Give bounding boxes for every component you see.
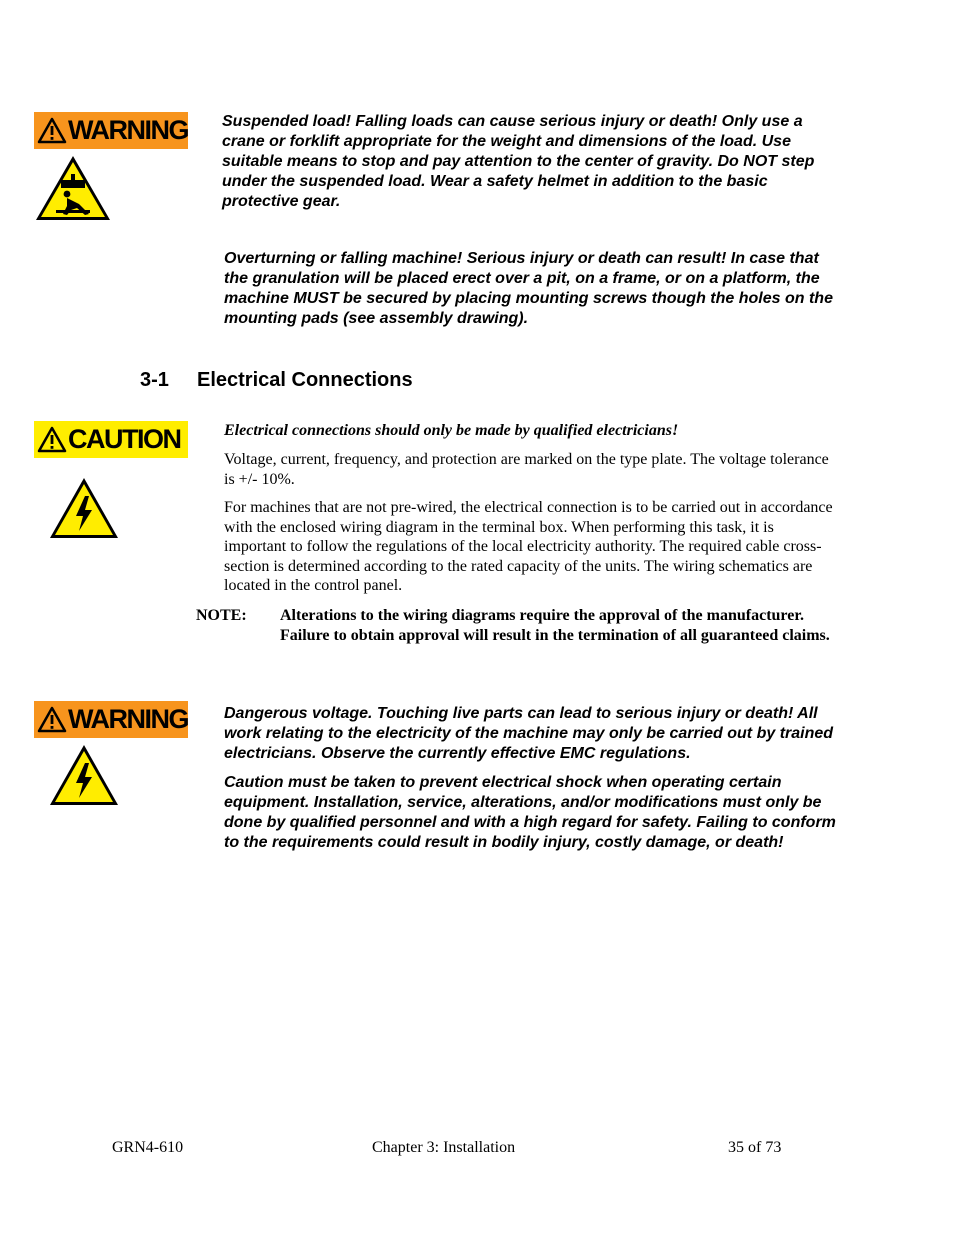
section-number: 3-1 [140,369,169,391]
electrical-caution [224,421,839,596]
electrical-hazard-icon [48,476,120,540]
warning-label: WARNING [34,701,188,738]
warning-triangle-icon [37,706,67,733]
note-text: Alterations to the wiring diagrams require the approval of the manufacturer. Failure to obtain approval will result in the termination of all guaranteed claims. [280,607,830,644]
caution-label: CAUTION [34,421,188,458]
overturning-text: Overturning or falling machine! Serious injury or death can result! In case that the granulation will be placed erect over a pit, on a frame, or on a platform, the machine MUST be secured by placing mounting screws though the holes on the mounting pads (see assembly drawing). [224,250,833,327]
suspended-load-warning [222,112,842,212]
electrical-hazard-icon [48,743,120,807]
electrical-shock-text: Caution must be taken to prevent electrical shock when operating certain equipment. Installation, service, alterations, and/or modifications must only be done by qualified personnel and with a high regard for safety. Failing to conform to the requirements could result in bodily injury, costly damage, or death! [224,774,836,851]
footer-chapter: Chapter 3: Installation [372,1139,516,1156]
suspended-load-text: Suspended load! Falling loads can cause serious injury or death! Only use a crane or forklift appropriate for the weight and dimensions of the load. Use suitable means to stop and pay attention to the center of gravity. Do NOT step under the suspended load. Wear a safety helmet in addition to the basic protective gear. [222,113,815,210]
footer-page-number: 35 of 73 [728,1139,782,1156]
warning-triangle-icon [37,426,67,453]
note-label: NOTE: [196,607,247,624]
qualified-electricians-text: Electrical connections should only be made by qualified electricians! [224,422,679,439]
dangerous-voltage-warning [224,704,848,853]
falling-load-hazard-icon [34,154,112,222]
dangerous-voltage-text: Dangerous voltage. Touching live parts can lead to serious injury or death! All work relating to the electricity of the machine may only be carried out by trained electricians. Observe the currently effective EMC regulations. [224,705,834,762]
footer-doc-id: GRN4-610 [112,1139,184,1156]
overturning-warning [224,249,844,329]
voltage-tolerance-text: Voltage, current, frequency, and protection are marked on the type plate. The voltage tolerance is +/- 10%. [224,451,829,488]
warning-triangle-icon [37,117,67,144]
warning-label: WARNING [34,112,188,149]
wiring-instructions-text: For machines that are not pre-wired, the electrical connection is to be carried out in accordance with the enclosed wiring diagram in the terminal box. When performing this task, it is important to follow the regulations of the local electricity authority. The required cable cross-section is determined according to the rated capacity of the units. The wiring schematics are located in the control panel. [224,499,833,594]
section-heading [140,366,413,394]
section-title: Electrical Connections [197,369,413,391]
